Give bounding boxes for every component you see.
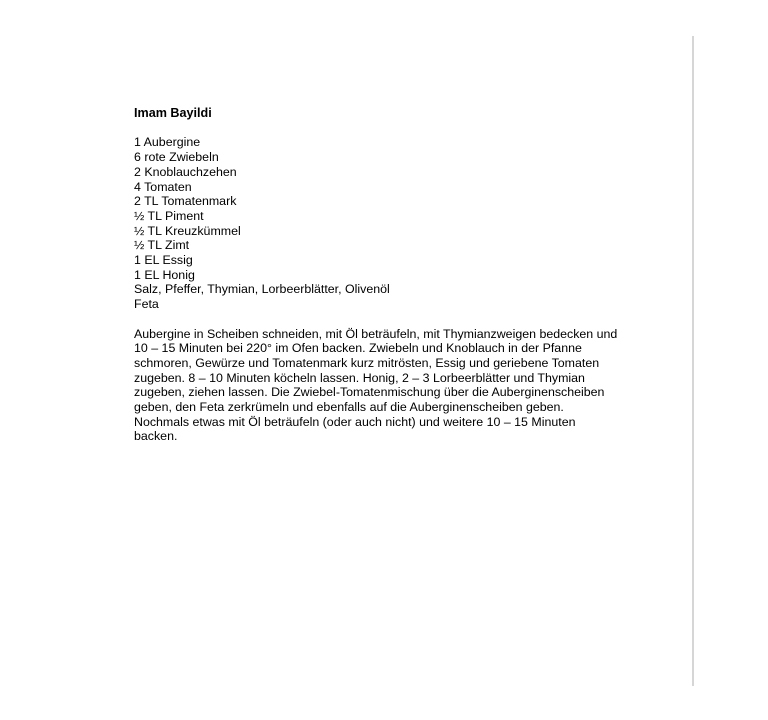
recipe-content (134, 106, 654, 444)
ingredient-item: 2 TL Tomatenmark (134, 194, 237, 209)
ingredient-item: 4 Tomaten (134, 179, 192, 194)
ingredient-item: 1 EL Essig (134, 253, 193, 268)
ingredient-item: ½ TL Kreuzkümmel (134, 223, 241, 238)
ingredient-item: Salz, Pfeffer, Thymian, Lorbeerblätter, Olivenöl (134, 282, 390, 297)
ingredient-item: Feta (134, 297, 159, 312)
ingredient-item: 1 EL Honig (134, 267, 195, 282)
ingredient-item: 2 Knoblauchzehen (134, 164, 237, 179)
page-edge-divider (692, 36, 694, 686)
ingredient-item: 6 rote Zwiebeln (134, 150, 219, 165)
recipe-title: Imam Bayildi (134, 106, 212, 120)
ingredient-item: 1 Aubergine (134, 135, 201, 150)
ingredient-item: ½ TL Piment (134, 208, 204, 223)
ingredient-item: ½ TL Zimt (134, 238, 190, 253)
ingredient-list (134, 135, 654, 311)
recipe-instructions: Aubergine in Scheiben schneiden, mit Öl beträufeln, mit Thymianzweigen bedecken und 10 – 15 Minuten bei 220° im Ofen backen. Zwiebeln und Knoblauch in der Pfanne schmoren, Gewürze und Tomatenmark kurz mitrösten, Essig und geriebene Tomaten zugeben. 8 – 10 Minuten köcheln lassen. Honig, 2 – 3 Lorbeerblätter und Thymian zugeben, ziehen lassen. Die Zwiebel-Tomatenmischung über die Auberginenscheiben geben, den Feta zerkrümeln und ebenfalls auf die Auberginenscheiben geben. Nochmals etwas mit Öl beträufeln (oder auch nicht) und weitere 10 – 15 Minuten backen. (134, 326, 618, 444)
